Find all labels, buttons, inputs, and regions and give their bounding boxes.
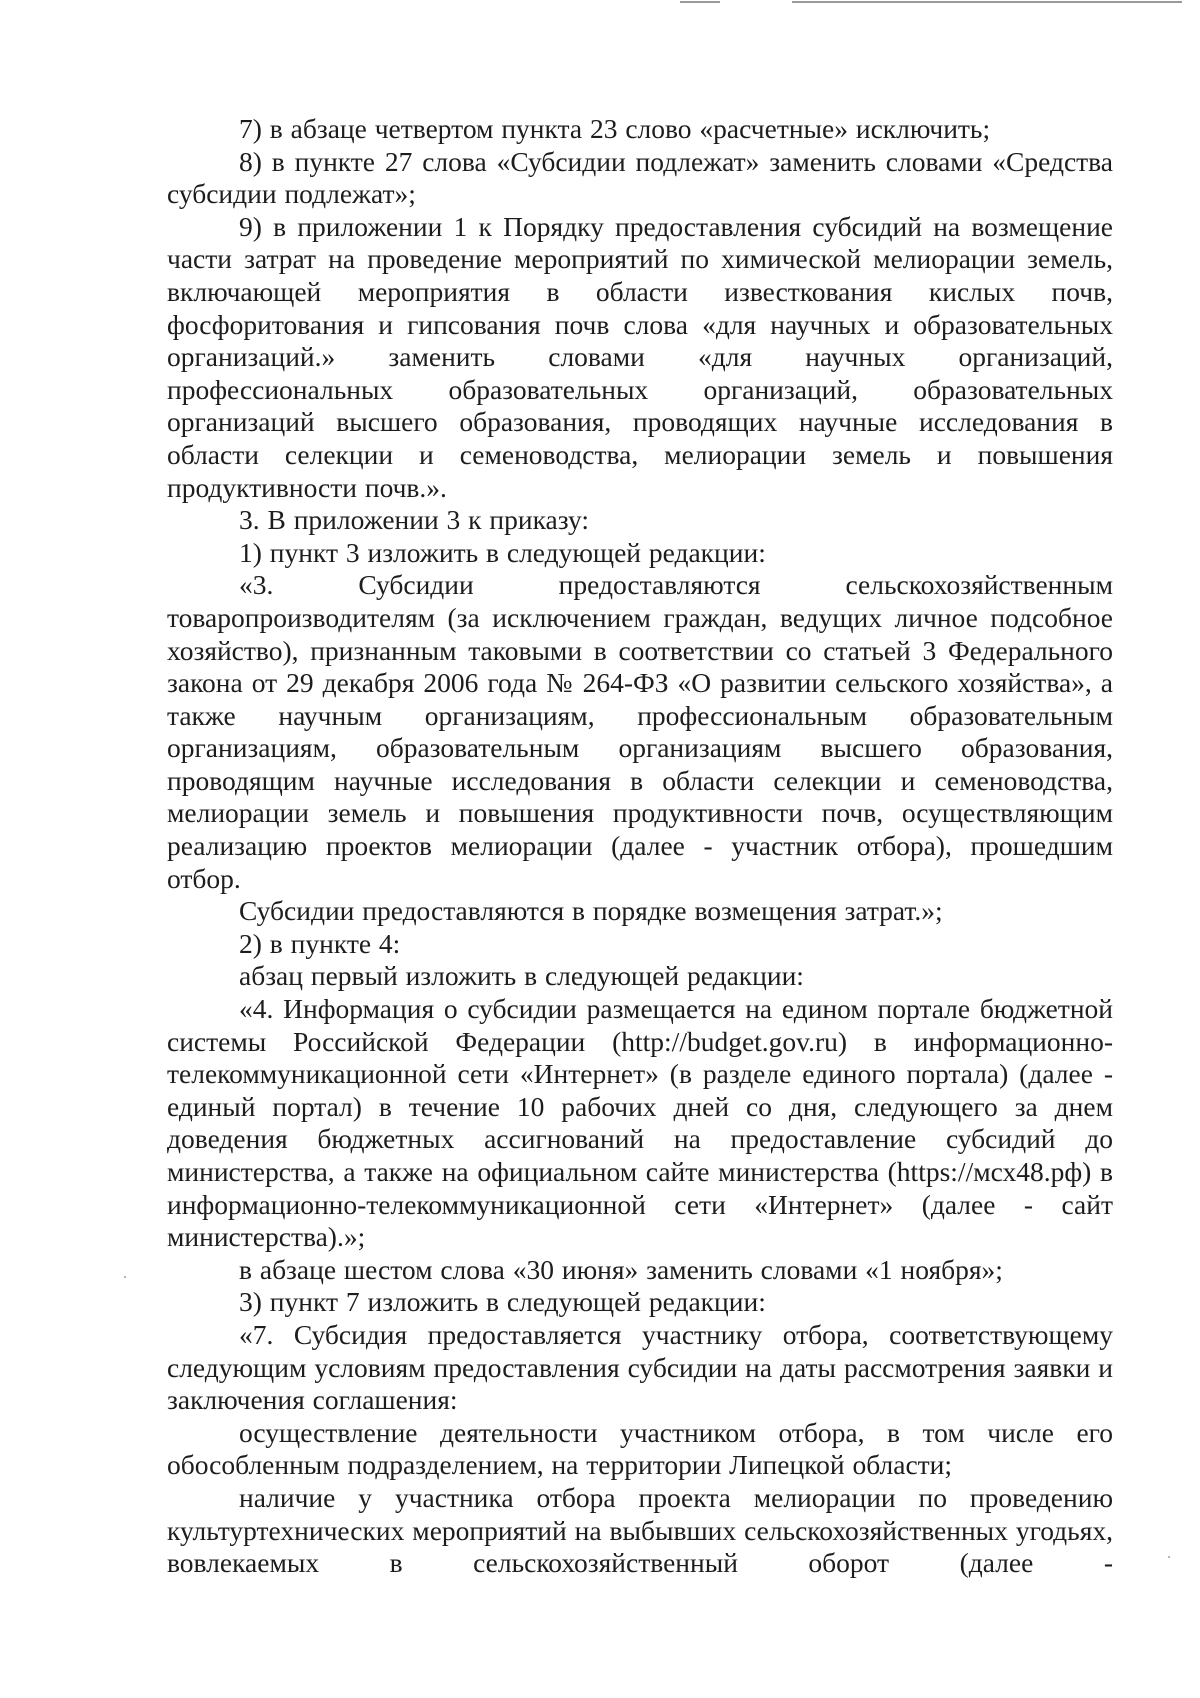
paragraph: наличие у участника отбора проекта мелиорации по проведению культуртехнических мероприятий на выбывших сельскохозяйственных угодьях, вовлекаемых в сельскохозяйственный оборот (далее - [167, 1481, 1113, 1579]
paragraph: 2) в пункте 4: [239, 927, 401, 959]
scan-speck [1168, 1556, 1170, 1558]
paragraph: 8) в пункте 27 слова «Субсидии подлежат» заменить словами «Средства субсидии подлежат»; [167, 145, 1113, 210]
paragraph: 7) в абзаце четвертом пункта 23 слово «расчетные» исключить; [239, 113, 991, 144]
paragraph: 1) пункт 3 изложить в следующей редакции: [239, 536, 766, 568]
paragraph: «4. Информация о субсидии размещается на едином портале бюджетной системы Российской Федерации (http://budget.gov.ru) в информационно-телекоммуникационной сети «Интернет» (в разделе единого портала) (далее - единый портал) в течение 10 рабочих дней со дня, следующего за днем доведения бюджетных ассигнований на предоставление субсидий до министерства, а также на официальном сайте министерства (https://мсх48.рф) в информационно-телекоммуникационной сети «Интернет» (далее - сайт министерства).»; [167, 993, 1113, 1253]
scan-edge-mark [792, 1, 1182, 3]
document-page [167, 113, 1113, 1580]
scan-edge-mark [680, 1, 720, 3]
paragraph: 3. В приложении 3 к приказу: [239, 504, 590, 536]
scan-speck [124, 1276, 126, 1278]
paragraph: 3) пункт 7 изложить в следующей редакции: [239, 1286, 766, 1318]
paragraph: осуществление деятельности участником отбора, в том числе его обособленным подразделением, на территории Липецкой области; [167, 1416, 1113, 1481]
paragraph: 9) в приложении 1 к Порядку предоставления субсидий на возмещение части затрат на проведение мероприятий по химической мелиорации земель, включающей мероприятия в области известкования кислых почв, фосфоритования и гипсования почв слова «для научных и образовательных организаций.» заменить словами «для научных организаций, профессиональных образовательных организаций, образовательных организаций высшего образования, проводящих научные исследования в области селекции и семеноводства, мелиорации земель и повышения продуктивности почв.». [167, 210, 1113, 503]
paragraph: «7. Субсидия предоставляется участнику отбора, соответствующему следующим условиям предоставления субсидии на даты рассмотрения заявки и заключения соглашения: [167, 1318, 1113, 1416]
paragraph: Субсидии предоставляются в порядке возмещения затрат.»; [239, 895, 943, 927]
paragraph: «3. Субсидии предоставляются сельскохозяйственным товаропроизводителям (за исключением граждан, ведущих личное подсобное хозяйство), признанным таковыми в соответствии со статьей 3 Федерального закона от 29 декабря 2006 года № 264-ФЗ «О развитии сельского хозяйства», а также научным организациям, профессиональным образовательным организациям, образовательным организациям высшего образования, проводящим научные исследования в области селекции и семеноводства, мелиорации земель и повышения продуктивности почв, осуществляющим реализацию проектов мелиорации (далее - участник отбора), прошедшим отбор. [167, 569, 1113, 894]
paragraph: абзац первый изложить в следующей редакции: [239, 960, 804, 992]
paragraph: в абзаце шестом слова «30 июня» заменить словами «1 ноября»; [239, 1253, 1003, 1285]
